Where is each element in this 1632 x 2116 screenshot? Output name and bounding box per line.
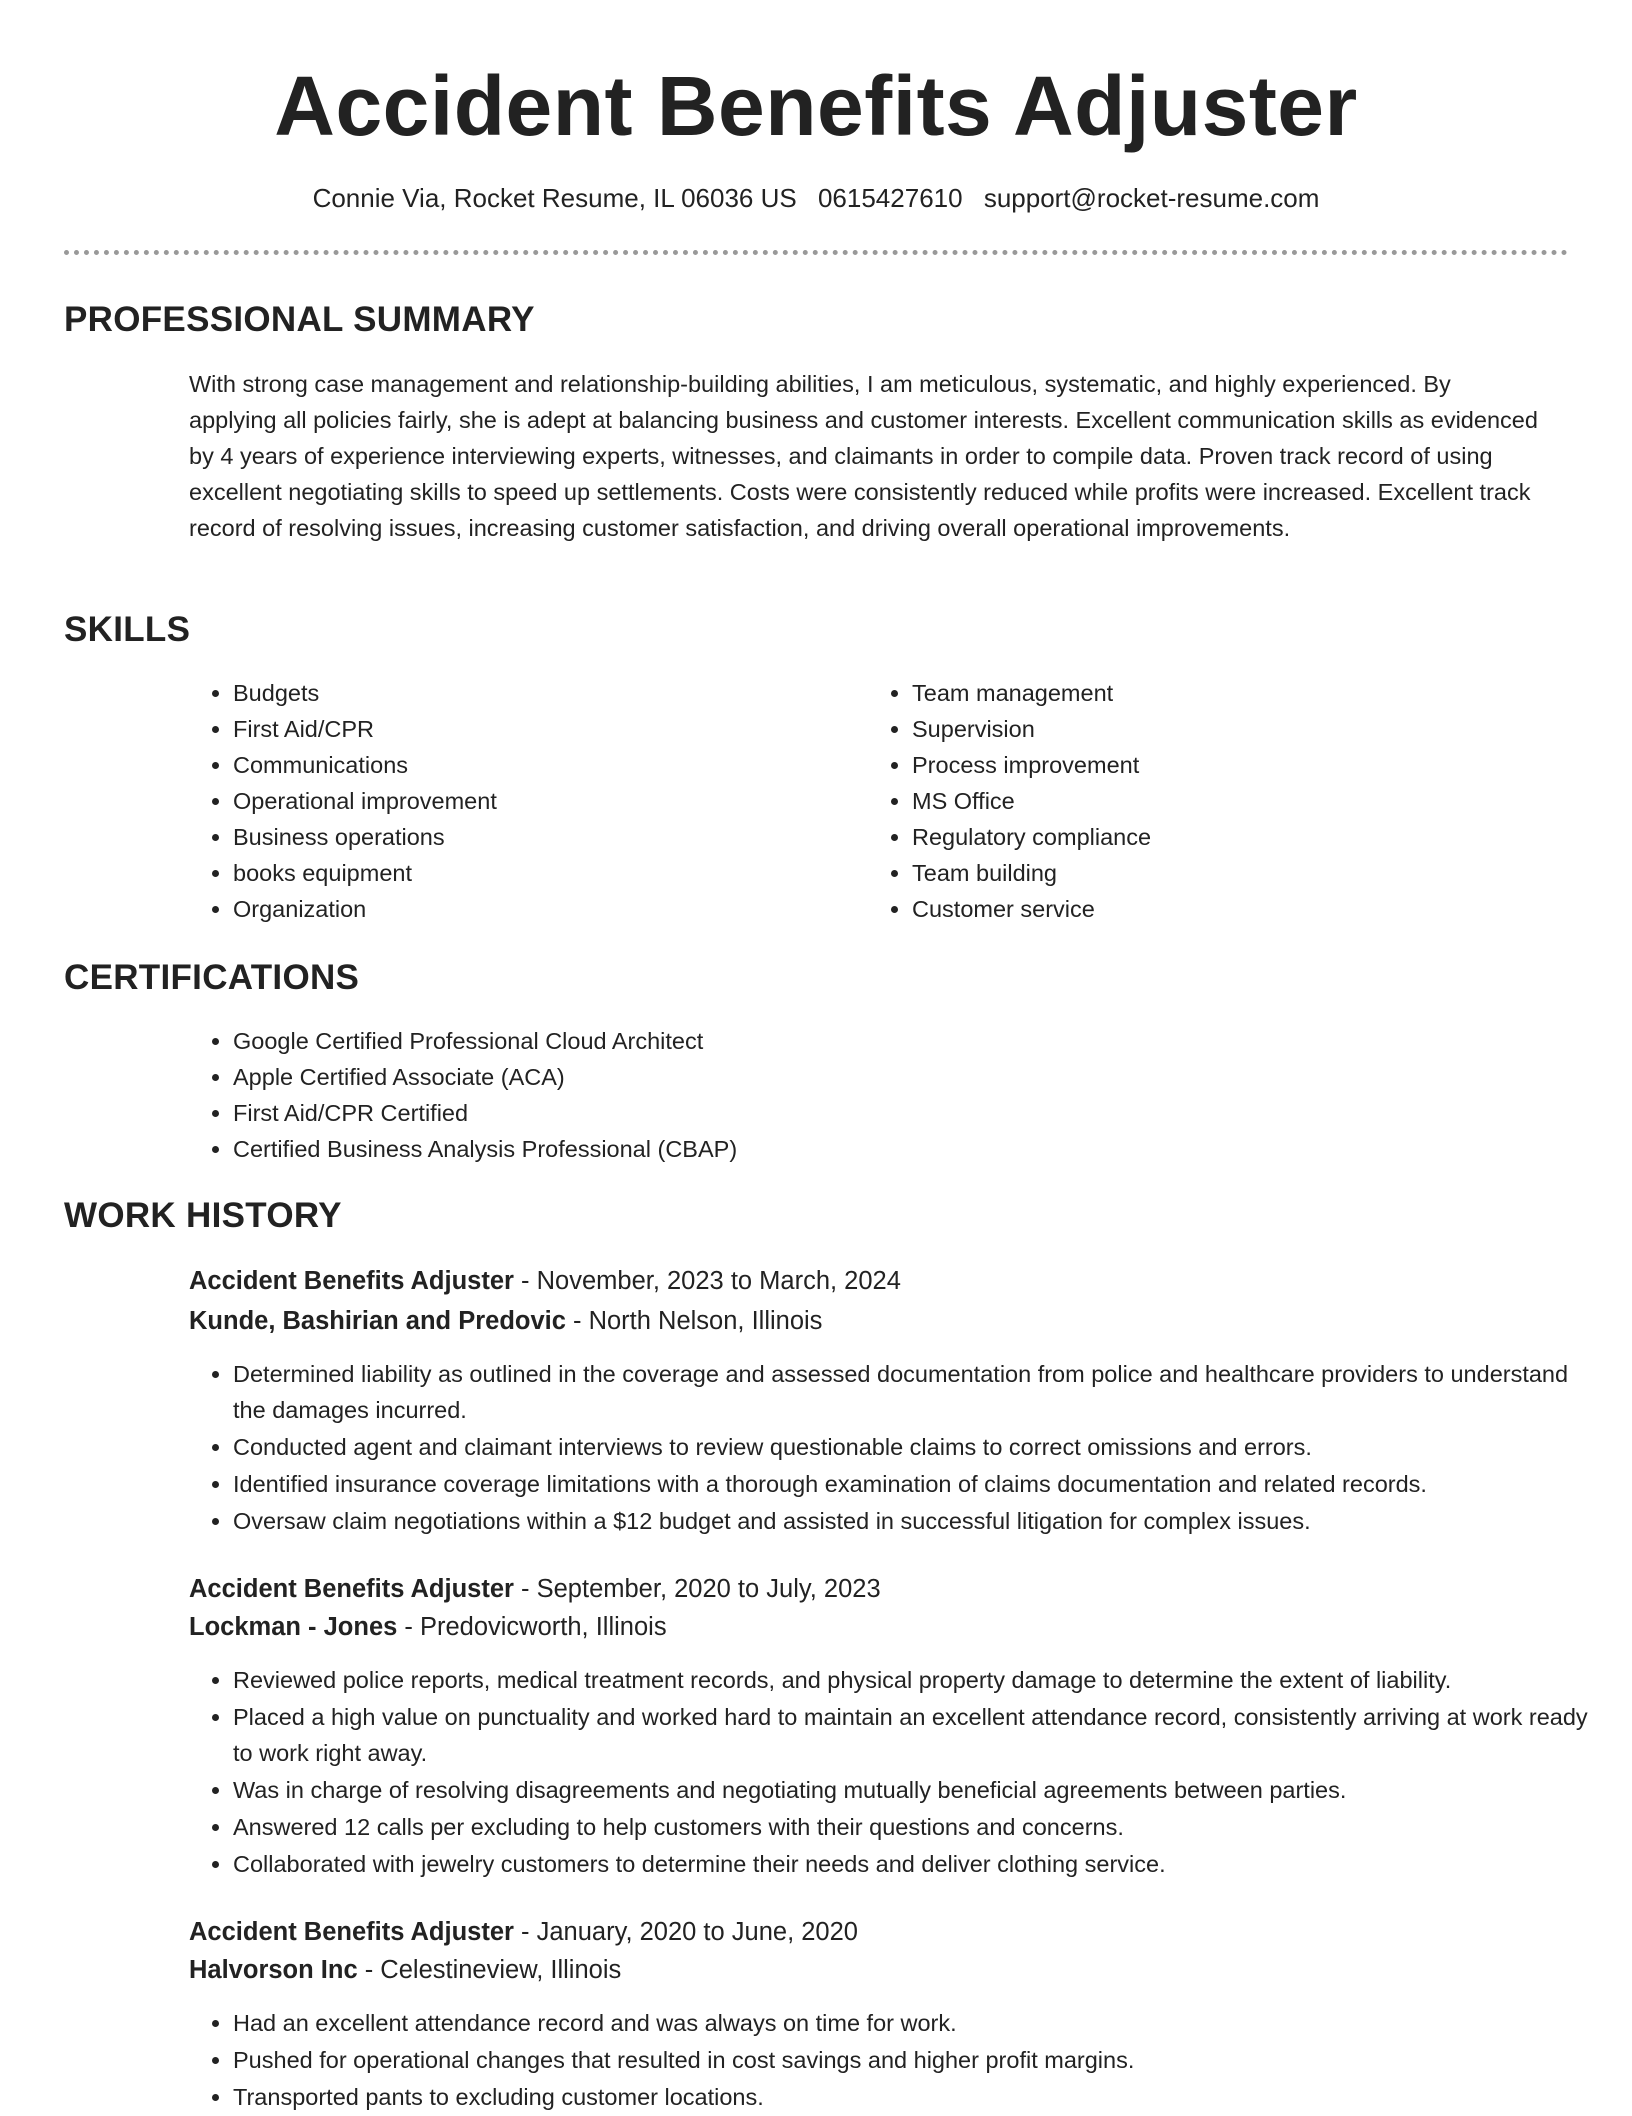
list-item: • First Aid/CPR <box>233 711 853 747</box>
list-item: • Reviewed police reports, medical treatment records, and physical property damage to determine the extent of liability. <box>233 1662 1588 1698</box>
job-location: - North Nelson, Illinois <box>565 1307 823 1335</box>
job-title-line <box>189 1913 858 1951</box>
list-item: • Determined liability as outlined in the coverage and assessed documentation from police and healthcare providers to understand the damages incurred. <box>233 1356 1588 1428</box>
list-item: • Customer service <box>912 891 1532 927</box>
job-company: Lockman - Jones <box>189 1613 398 1641</box>
job-company: Halvorson Inc <box>189 1956 358 1984</box>
contact-phone: 0615427610 <box>817 183 963 213</box>
list-item: • Operational improvement <box>233 783 853 819</box>
list-item: • Answered 12 calls per excluding to help customers with their questions and concerns. <box>233 1809 1588 1845</box>
certifications-list <box>189 1023 1533 1167</box>
contact-line <box>0 180 1632 216</box>
list-item: • Business operations <box>233 819 853 855</box>
list-item: • Was in charge of resolving disagreements and negotiating mutually beneficial agreements between parties. <box>233 1772 1588 1808</box>
list-item: • Identified insurance coverage limitations with a thorough examination of claims documentation and related records. <box>233 1466 1588 1502</box>
list-item: • First Aid/CPR Certified <box>233 1095 1533 1131</box>
job-dates: - September, 2020 to July, 2023 <box>513 1575 881 1603</box>
job-location: - Celestineview, Illinois <box>357 1956 622 1984</box>
job-title: Accident Benefits Adjuster <box>189 1918 514 1946</box>
resume-title: Accident Benefits Adjuster <box>274 59 1358 153</box>
list-item: • Had an excellent attendance record and was always on time for work. <box>233 2005 1588 2041</box>
job-title-line <box>189 1262 901 1300</box>
job-company-line <box>189 1608 667 1646</box>
list-item: • Apple Certified Associate (ACA) <box>233 1059 1533 1095</box>
list-item: • Supervision <box>912 711 1532 747</box>
list-item: • Regulatory compliance <box>912 819 1532 855</box>
list-item: • Google Certified Professional Cloud Architect <box>233 1023 1533 1059</box>
job-company: Kunde, Bashirian and Predovic <box>189 1307 566 1335</box>
work-history-heading: WORK HISTORY <box>64 1196 342 1235</box>
job-location: - Predovicworth, Illinois <box>397 1613 667 1641</box>
job-dates: - January, 2020 to June, 2020 <box>513 1918 858 1946</box>
list-item: • Process improvement <box>912 747 1532 783</box>
job-duties-list <box>189 1356 1588 1540</box>
list-item: • Communications <box>233 747 853 783</box>
job-title: Accident Benefits Adjuster <box>189 1267 514 1295</box>
summary-text: With strong case management and relationship-building abilities, I am meticulous, systematic, and highly experienced. By applying all policies fairly, she is adept at balancing business and customer interests. Excellent communication skills as evidenced by 4 years of experience interviewing experts, witnesses, and claimants in order to compile data. Proven track record of using excellent negotiating skills to speed up settlements. Costs were consistently reduced while profits were increased. Excellent track record of resolving issues, increasing customer satisfaction, and driving overall operational improvements. <box>189 371 1538 541</box>
contact-email: support@rocket-resume.com <box>983 183 1320 213</box>
skills-heading: SKILLS <box>64 610 191 649</box>
header-divider <box>64 250 1568 255</box>
job-duties-list <box>189 1662 1588 1883</box>
job-dates: - November, 2023 to March, 2024 <box>513 1267 901 1295</box>
job-duties-list <box>189 2005 1588 2116</box>
list-item: • MS Office <box>912 783 1532 819</box>
list-item: • Oversaw claim negotiations within a $12 budget and assisted in successful litigation for complex issues. <box>233 1503 1588 1539</box>
job-title: Accident Benefits Adjuster <box>189 1575 514 1603</box>
job-title-line <box>189 1570 881 1608</box>
list-item: • Conducted agent and claimant interviews to review questionable claims to correct omissions and errors. <box>233 1429 1588 1465</box>
job-company-line <box>189 1302 822 1340</box>
list-item: • Budgets <box>233 675 853 711</box>
list-item: • Collaborated with jewelry customers to determine their needs and deliver clothing service. <box>233 1846 1588 1882</box>
job-company-line <box>189 1951 621 1989</box>
skills-list-right <box>868 675 1532 927</box>
skills-list-left <box>189 675 853 927</box>
summary-heading: PROFESSIONAL SUMMARY <box>64 300 535 339</box>
list-item: • Team building <box>912 855 1532 891</box>
list-item: • Placed a high value on punctuality and worked hard to maintain an excellent attendance record, consistently arriving at work ready to work right away. <box>233 1699 1588 1771</box>
list-item: • books equipment <box>233 855 853 891</box>
list-item: • Certified Business Analysis Professional (CBAP) <box>233 1131 1533 1167</box>
list-item: • Pushed for operational changes that resulted in cost savings and higher profit margins. <box>233 2042 1588 2078</box>
contact-address: Connie Via, Rocket Resume, IL 06036 US <box>312 183 797 213</box>
list-item: • Organization <box>233 891 853 927</box>
list-item: • Transported pants to excluding customer locations. <box>233 2079 1588 2115</box>
list-item: • Team management <box>912 675 1532 711</box>
certifications-heading: CERTIFICATIONS <box>64 958 360 997</box>
